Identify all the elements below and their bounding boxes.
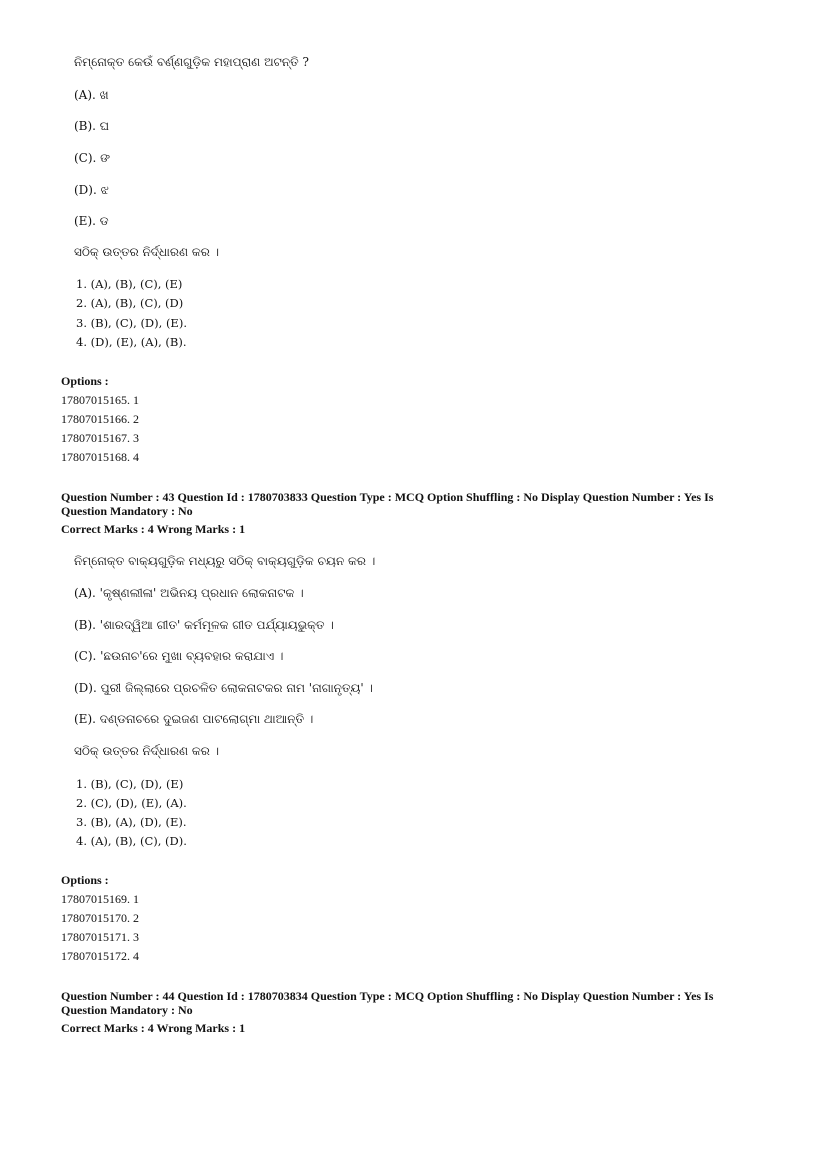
question-42-item-d: (D). ଝ: [74, 183, 109, 197]
question-43-choice-4: 4. (A), (B), (C), (D).: [76, 834, 187, 848]
question-43-option-4: 17807015172. 4: [61, 949, 139, 963]
question-42-item-c: (C). ଙ: [74, 151, 111, 165]
question-42-choice-3: 3. (B), (C), (D), (E).: [76, 316, 187, 330]
question-43-options-label: Options :: [61, 873, 109, 887]
question-43-item-b: (B). 'ଶାରଦ୍ୱିଆ ଗୀତ' କର୍ମମୂଳକ ଗୀତ ପର୍ଯ୍ୟାୟଭୁକ୍ତ ।: [74, 618, 334, 632]
question-43-item-d: (D). ପୁରୀ ଜିଲ୍ଲାରେ ପ୍ରଚଳିତ ଲୋକନାଟକର ନାମ 'ନାଗାନୃତ୍ୟ' ।: [74, 681, 373, 695]
question-42-instruction: ସଠିକ୍ ଉତ୍ତର ନିର୍ଦ୍ଧାରଣ କର ।: [74, 245, 220, 259]
question-42-choice-2: 2. (A), (B), (C), (D): [76, 296, 184, 310]
question-42-item-a: (A). ଖ: [74, 88, 109, 102]
question-42-options-label: Options :: [61, 374, 109, 388]
question-43-item-c: (C). 'ଛଉନାଚ'ରେ ମୁଖା ବ୍ୟବହାର କରାଯାଏ ।: [74, 649, 284, 663]
question-43-header-line-3: Correct Marks : 4 Wrong Marks : 1: [61, 522, 246, 536]
question-43-choice-1: 1. (B), (C), (D), (E): [76, 777, 184, 791]
question-43-option-1: 17807015169. 1: [61, 892, 139, 906]
question-44-header-line-3: Correct Marks : 4 Wrong Marks : 1: [61, 1021, 246, 1035]
question-42-item-b: (B). ଘ: [74, 119, 110, 133]
question-43-header-line-1: Question Number : 43 Question Id : 1780703833 Question Type : MCQ Option Shuffling : No Display Question Number : Yes Is: [61, 490, 714, 504]
question-43-stem: ନିମ୍ନୋକ୍ତ ବାକ୍ୟଗୁଡ଼ିକ ମଧ୍ୟରୁ ସଠିକ୍ ବାକ୍ୟଗୁଡ଼ିକ ଚୟନ କର ।: [74, 554, 376, 568]
question-43-option-3: 17807015171. 3: [61, 930, 139, 944]
question-42-option-2: 17807015166. 2: [61, 412, 139, 426]
question-43-instruction: ସଠିକ୍ ଉତ୍ତର ନିର୍ଦ୍ଧାରଣ କର ।: [74, 744, 220, 758]
question-42-choice-4: 4. (D), (E), (A), (B).: [76, 335, 187, 349]
question-42-stem: ନିମ୍ନୋକ୍ତ କେଉଁ ବର୍ଣ୍ଣଗୁଡ଼ିକ ମହାପ୍ରାଣ ଅଟନ୍ତି ?: [74, 55, 309, 69]
question-43-item-a: (A). 'କୃଷ୍ଣଲୀଳା' ଅଭିନୟ ପ୍ରଧାନ ଲୋକନାଟକ ।: [74, 586, 304, 600]
question-43-choice-2: 2. (C), (D), (E), (A).: [76, 796, 187, 810]
question-42-item-e: (E). ଡ: [74, 214, 109, 228]
question-42-choice-1: 1. (A), (B), (C), (E): [76, 277, 183, 291]
question-42-option-4: 17807015168. 4: [61, 450, 139, 464]
question-43-choice-3: 3. (B), (A), (D), (E).: [76, 815, 187, 829]
question-43-option-2: 17807015170. 2: [61, 911, 139, 925]
question-43-header-line-2: Question Mandatory : No: [61, 504, 193, 518]
question-44-header-line-2: Question Mandatory : No: [61, 1003, 193, 1017]
question-42-option-1: 17807015165. 1: [61, 393, 139, 407]
question-44-header-line-1: Question Number : 44 Question Id : 1780703834 Question Type : MCQ Option Shuffling : No Display Question Number : Yes Is: [61, 989, 714, 1003]
question-43-item-e: (E). ଦଣ୍ଡନାଚରେ ଦୁଇଜଣ ପାଟଲୋଗ୍ମା ଥାଆନ୍ତି ।: [74, 712, 314, 726]
question-42-option-3: 17807015167. 3: [61, 431, 139, 445]
